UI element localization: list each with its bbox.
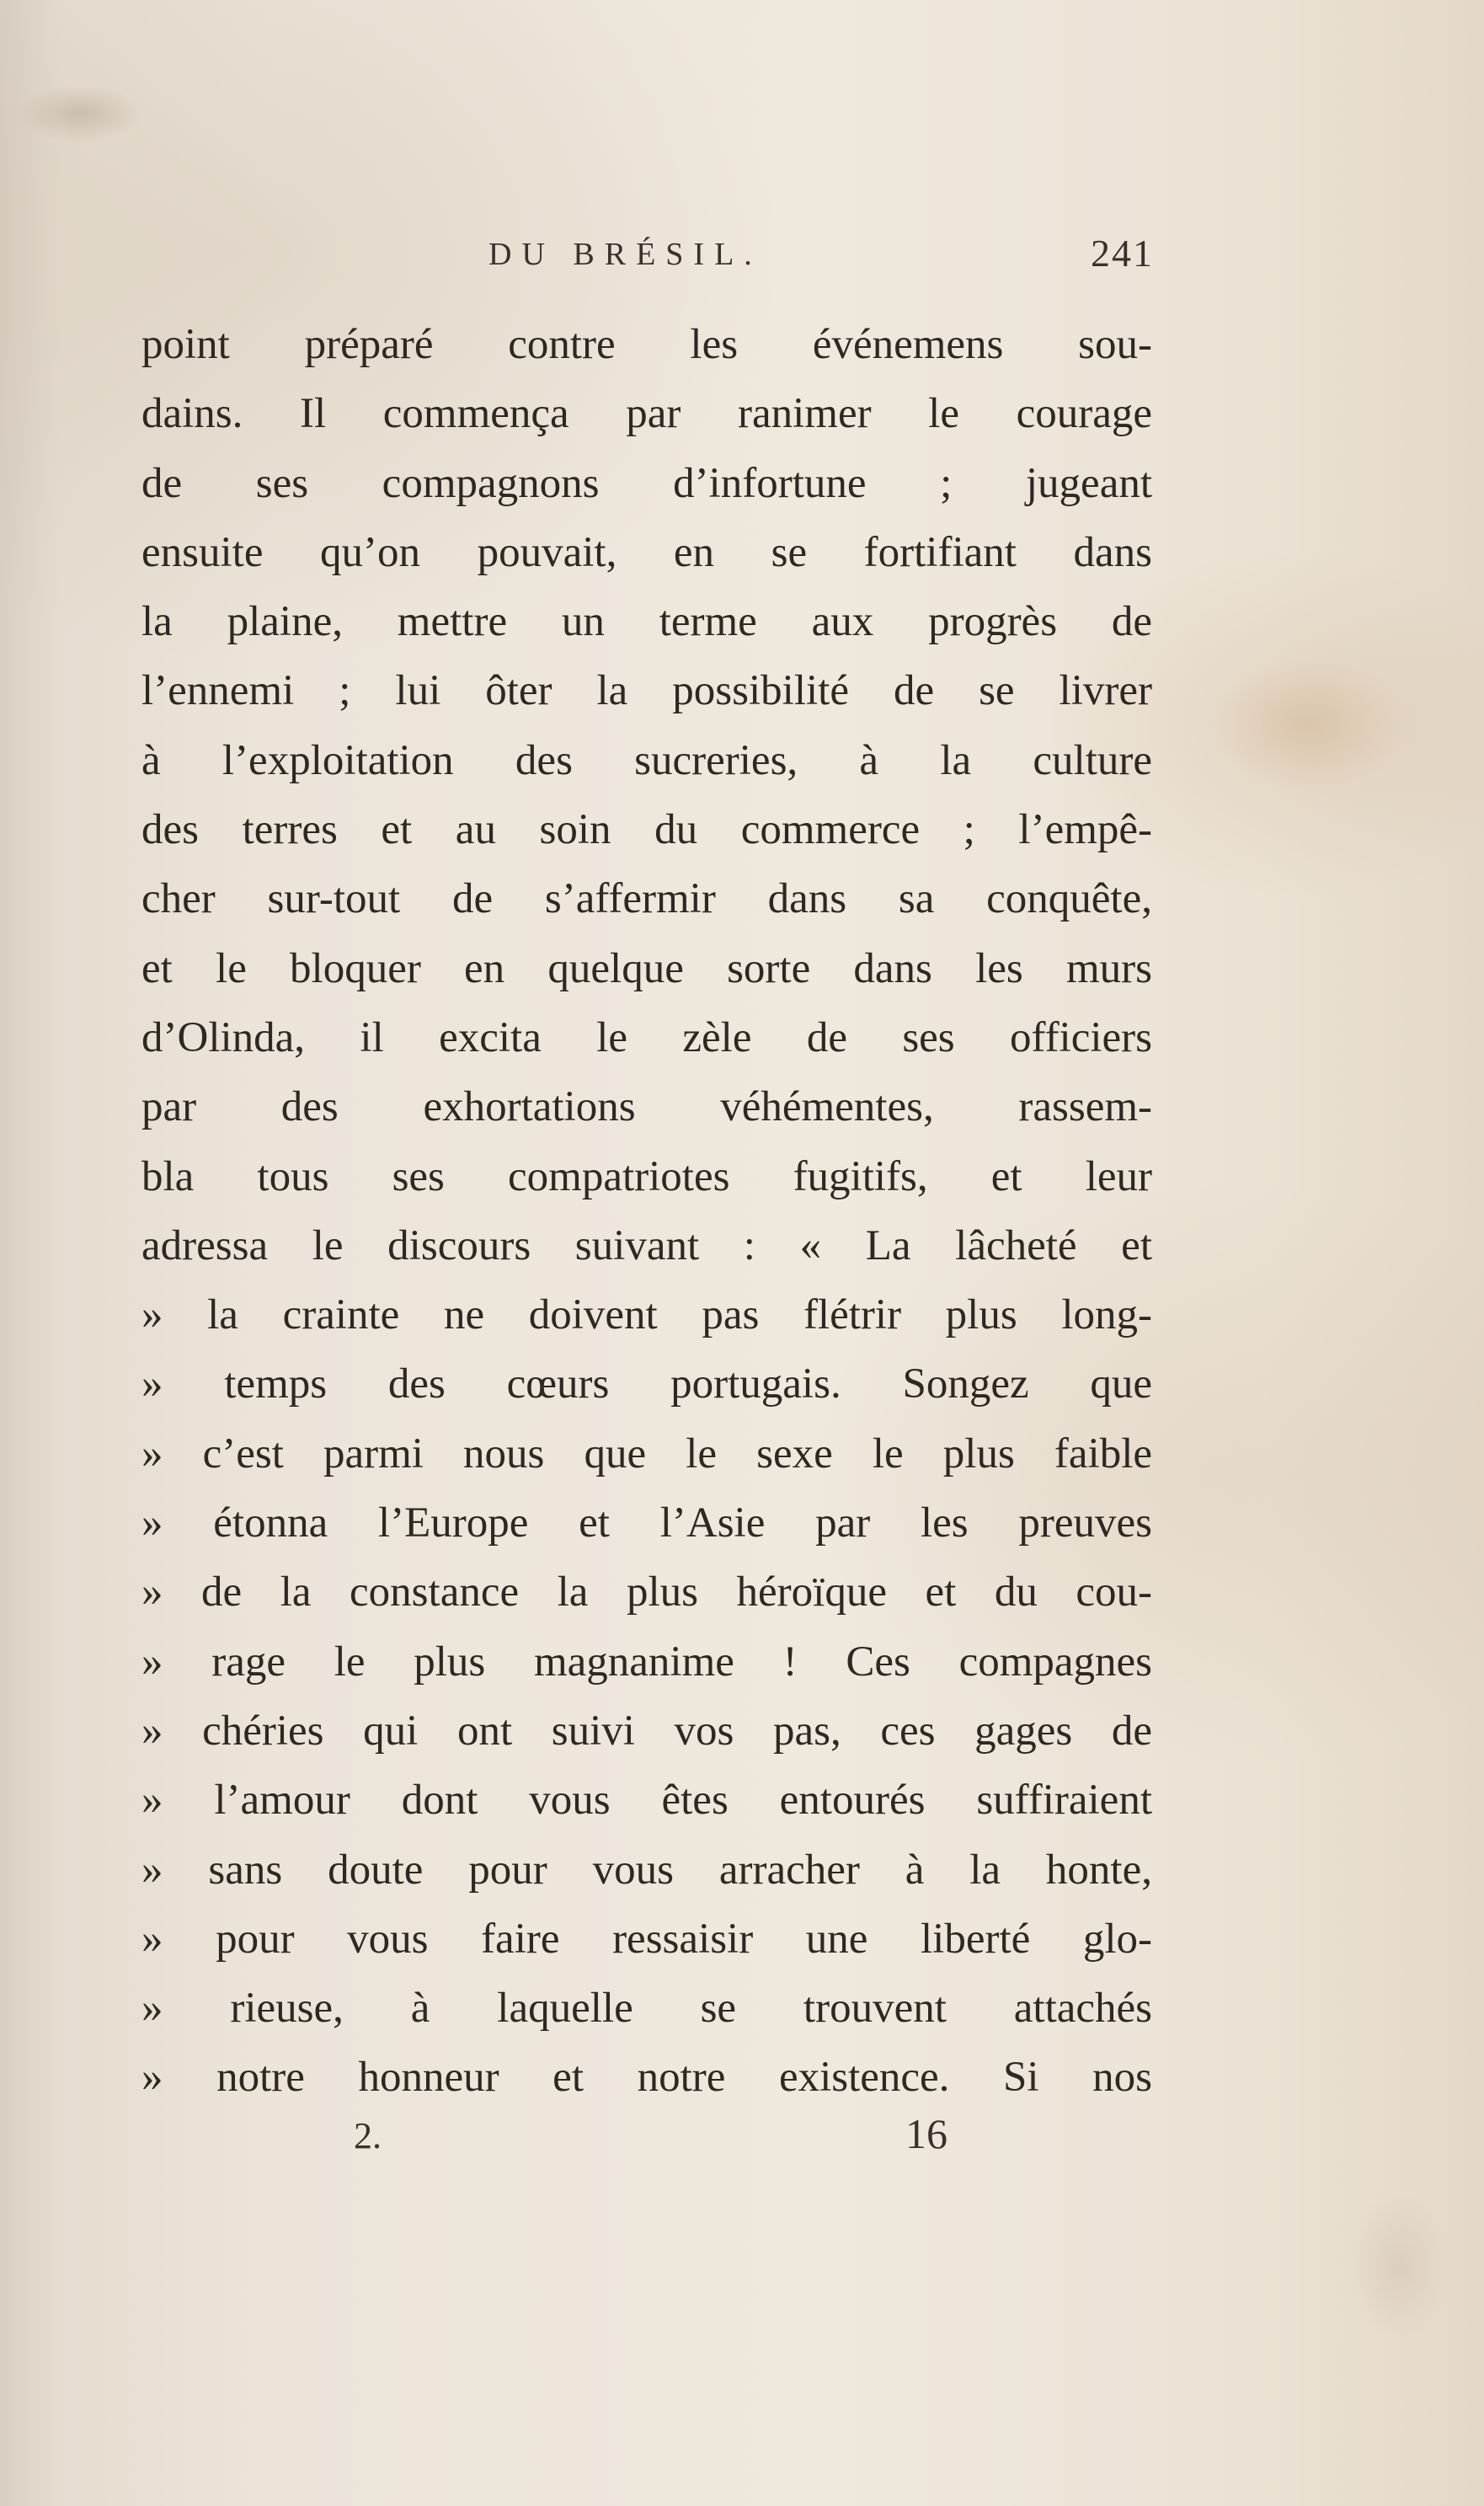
text-line: » c’est parmi nous que le sexe le plus faible bbox=[141, 1429, 1152, 1477]
signature-mark: 2. bbox=[354, 2115, 382, 2156]
text-line: d’Olinda, il excita le zèle de ses officiers bbox=[141, 1013, 1152, 1061]
text-line: ensuite qu’on pouvait, en se fortifiant dans bbox=[141, 528, 1152, 576]
text-line: » rieuse, à laquelle se trouvent attachés bbox=[141, 1985, 1152, 2033]
text-line: » rage le plus magnanime ! Ces compagnes bbox=[141, 1638, 1152, 1686]
text-line: par des exhortations véhémentes, rassem- bbox=[141, 1083, 1152, 1131]
page-number: 241 bbox=[1091, 232, 1154, 275]
text-line: à l’exploitation des sucreries, à la culture bbox=[141, 736, 1152, 784]
text-line: de ses compagnons d’infortune ; jugeant bbox=[141, 459, 1152, 507]
text-line: dains. Il commença par ranimer le courage bbox=[141, 390, 1152, 438]
text-line: et le bloquer en quelque sorte dans les murs bbox=[141, 944, 1152, 992]
text-line: » chéries qui ont suivi vos pas, ces gages de bbox=[141, 1707, 1152, 1755]
paper-stain bbox=[17, 84, 143, 143]
text-line: bla tous ses compatriotes fugitifs, et leur bbox=[141, 1152, 1152, 1200]
text-line: » sans doute pour vous arracher à la honte, bbox=[141, 1846, 1152, 1894]
text-line: cher sur-tout de s’affermir dans sa conquête, bbox=[141, 875, 1152, 923]
running-head: DU BRÉSIL. bbox=[488, 237, 762, 272]
text-line: » la crainte ne doivent pas flétrir plus long- bbox=[141, 1291, 1152, 1339]
text-line: » notre honneur et notre existence. Si nos bbox=[141, 2054, 1152, 2102]
text-line: » temps des cœurs portugais. Songez que bbox=[141, 1360, 1152, 1408]
text-line: point préparé contre les événemens sou- bbox=[141, 321, 1152, 368]
text-line: des terres et au soin du commerce ; l’empê- bbox=[141, 806, 1152, 854]
text-line: » étonna l’Europe et l’Asie par les preuves bbox=[141, 1499, 1152, 1547]
text-line: » de la constance la plus héroïque et du cou- bbox=[141, 1568, 1152, 1616]
text-line: la plaine, mettre un terme aux progrès de bbox=[141, 598, 1152, 646]
text-line: » l’amour dont vous êtes entourés suffiraient bbox=[141, 1777, 1152, 1825]
text-line: l’ennemi ; lui ôter la possibilité de se livrer bbox=[141, 667, 1152, 715]
page-footer bbox=[354, 2110, 994, 2165]
text-line: » pour vous faire ressaisir une liberté glo- bbox=[141, 1915, 1152, 1963]
paper-stain bbox=[1213, 657, 1407, 792]
sheet-number: 16 bbox=[905, 2110, 948, 2157]
text-line: adressa le discours suivant : « La lâcheté et bbox=[141, 1221, 1152, 1269]
page-header bbox=[488, 232, 1154, 286]
body-text bbox=[141, 310, 1152, 2113]
paper-stain bbox=[1348, 2190, 1449, 2342]
